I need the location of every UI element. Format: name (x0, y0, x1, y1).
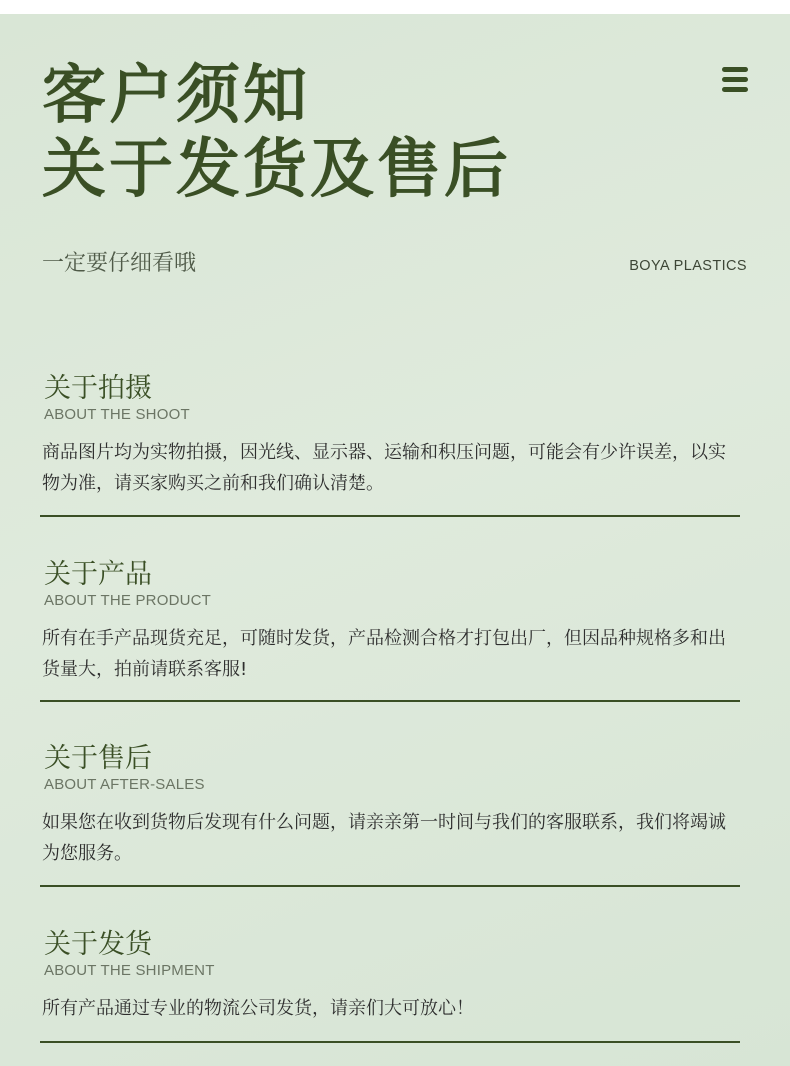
hamburger-menu-icon[interactable] (722, 67, 748, 93)
section-title-en: ABOUT THE SHOOT (44, 406, 190, 423)
section-title: 关于售后 (44, 743, 152, 774)
section-body: 所有产品通过专业的物流公司发货，请亲们大可放心！ (42, 998, 474, 1019)
section-divider (40, 515, 740, 517)
page-subtitle: 一定要仔细看哦 (42, 251, 197, 276)
section-body: 商品图片均为实物拍摄，因光线、显示器、运输和积压问题，可能会有少许误差，以实物为准，请买家购买之前和我们确认清楚。 (42, 442, 726, 494)
menu-bar (722, 67, 748, 72)
section-divider (40, 885, 740, 887)
section-title: 关于产品 (44, 559, 152, 590)
section-title-en: ABOUT AFTER-SALES (44, 776, 205, 793)
section-title-en: ABOUT THE SHIPMENT (44, 962, 215, 979)
notice-page (0, 14, 790, 1066)
section-body: 如果您在收到货物后发现有什么问题，请亲亲第一时间与我们的客服联系，我们将竭诚为您服务。 (42, 812, 726, 864)
section-divider (40, 1041, 740, 1043)
section-title: 关于拍摄 (44, 373, 152, 404)
section-title: 关于发货 (44, 929, 152, 960)
brand-name: BOYA PLASTICS (629, 258, 747, 274)
page-title-line-1: 客户须知 (42, 59, 310, 133)
menu-bar (722, 77, 748, 82)
menu-bar (722, 87, 748, 92)
section-divider (40, 700, 740, 702)
section-body: 所有在手产品现货充足，可随时发货，产品检测合格才打包出厂，但因品种规格多和出货量大，拍前请联系客服! (42, 628, 726, 680)
section-title-en: ABOUT THE PRODUCT (44, 592, 212, 609)
page-title-line-2: 关于发货及售后 (42, 133, 511, 207)
